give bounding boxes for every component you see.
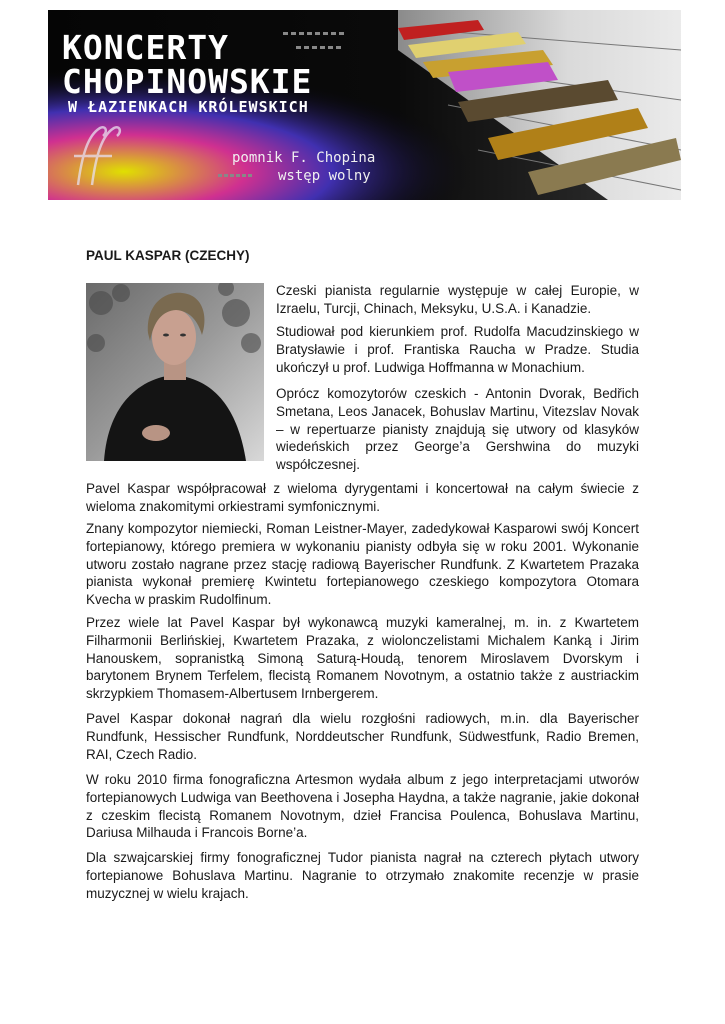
- paragraph-7: Pavel Kaspar dokonał nagrań dla wielu rozgłośni radiowych, m.in. dla Bayerischer Rundfunk, Hessischer Rundfunk, Norddeutscher Rundfunk, Südwestfunk, Radio Bremen, RAI, Czech Radio.: [86, 711, 639, 762]
- banner-title-line-2: CHOPINOWSKIE: [62, 62, 313, 101]
- paragraph-2: Studiował pod kierunkiem prof. Rudolfa Macudzinskiego w Bratysławie i prof. Frantiska Raucha w Pradze. Studia ukończył u prof. Ludwiga Hoffmanna w Monachium.: [276, 324, 639, 375]
- paragraph-5: Znany kompozytor niemiecki, Roman Leistner-Mayer, zadedykował Kasparowi swój Koncert fortepianowy, którego premiera w wykonaniu pianisty odbyła się w roku 2001. Wykonanie utworu zostało nagrane przez stację radiową Bayerischer Rundfunk. Z Kwartetem Prazaka pianista wykonał premierę Kwintetu fortepianowego czeskiego kompozytora Otomara Kvecha w praskim Rudolfinum.: [86, 521, 639, 608]
- banner-location: pomnik F. Chopina: [232, 150, 376, 166]
- banner-admission: wstęp wolny: [278, 168, 371, 184]
- paragraph-4: Pavel Kaspar współpracował z wieloma dyrygentami i koncertował na całym świecie z wieloma znakomitymi orkiestrami symfonicznymi.: [86, 481, 639, 514]
- paragraph-3: Oprócz komozytorów czeskich - Antonin Dvorak, Bedřich Smetana, Leos Janacek, Bohuslav Martinu, Vitezslav Novak – w repertuarze pianisty znajdują się utwory od klasyków wiedeńskich przez George’a Gershwina do muzyki współczesnej.: [276, 386, 639, 473]
- paragraph-8: W roku 2010 firma fonograficzna Artesmon wydała album z jego interpretacjami utworów fortepianowych Ludwiga van Beethovena i Josepha Haydna, a także nagranie, jakie dokonał z czeskim flecistą Romanem Novotnym, dzieł Francisa Poulenca, Bohuslava Martinu, Dariusa Milhauda i Francois Borne’a.: [86, 772, 639, 841]
- article-heading: PAUL KASPAR (CZECHY): [86, 248, 250, 263]
- banner-title-line-1: KONCERTY: [62, 28, 229, 67]
- paragraph-9: Dla szwajcarskiej firmy fonograficznej Tudor pianista nagrał na czterech płytach utwory fortepianowe Bohuslava Martinu. Nagranie to otrzymało znakomite recenzje w prasie muzycznej w wielu krajach.: [86, 850, 639, 901]
- pianist-photo: [86, 283, 264, 461]
- concert-banner: [48, 10, 681, 200]
- paragraph-6: Przez wiele lat Pavel Kaspar był wykonawcą muzyki kameralnej, m. in. z Kwartetem Filharmonii Berlińskiej, Kwartetem Prazaka, z wiolonczelistami Michalem Kanką i Jirim Hanouskem, sopranistką Simoną Saturą-Houdą, tenorem Miroslavem Dvorskym i barytonem Brynem Terfelem, flecistą Romanem Novotnym, a ostatnio także z austriackim skrzypkiem Thomasem-Albertusem Irnbergerem.: [86, 615, 639, 702]
- banner-subtitle: W ŁAZIENKACH KRÓLEWSKICH: [68, 98, 309, 116]
- paragraph-1: Czeski pianista regularnie występuje w całej Europie, w Izraelu, Turcji, Chinach, Meksyku, U.S.A. i Kanadzie.: [276, 283, 639, 316]
